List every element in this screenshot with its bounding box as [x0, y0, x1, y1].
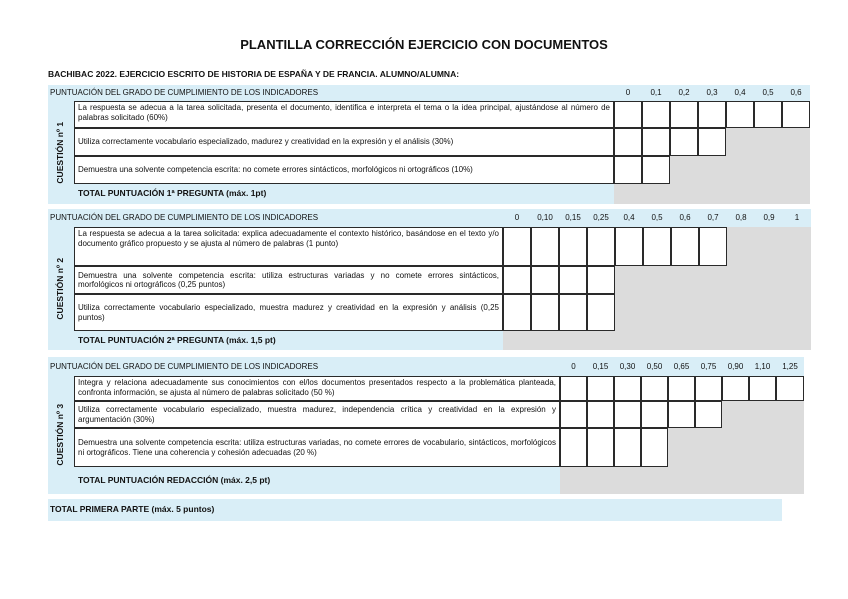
- q3-disabled-area: [668, 428, 804, 467]
- q2-criterion: Demuestra una solvente competencia escrita: utiliza estructuras variadas y no comete errores sintácticos, morfológicos ni ortográficos (0,25 puntos): [74, 266, 503, 294]
- q1-score-box[interactable]: [642, 101, 670, 128]
- q3-total-label: TOTAL PUNTUACIÓN REDACCIÓN (máx. 2,5 pt): [74, 467, 560, 494]
- q2-score-box[interactable]: [643, 227, 671, 266]
- q2-scale-value: 0: [503, 209, 531, 227]
- q1-scale-value: 0: [614, 85, 642, 101]
- q1-disabled-area: [670, 156, 810, 184]
- q2-score-box[interactable]: [503, 266, 531, 294]
- q3-score-box[interactable]: [668, 376, 695, 401]
- q2-score-header: PUNTUACIÓN DEL GRADO DE CUMPLIMIENTO DE LOS INDICADORES: [48, 209, 503, 227]
- q2-score-box[interactable]: [531, 266, 559, 294]
- q1-scale-value: 0,2: [670, 85, 698, 101]
- q2-total-label: TOTAL PUNTUACIÓN 2ª PREGUNTA (máx. 1,5 pt): [74, 331, 503, 350]
- q3-scale-value: 0,65: [668, 357, 695, 376]
- q3-score-box[interactable]: [587, 428, 614, 467]
- q2-scale-value: 0,8: [727, 209, 755, 227]
- q3-score-box[interactable]: [614, 376, 641, 401]
- q3-score-box[interactable]: [641, 401, 668, 428]
- q2-disabled-area: [615, 294, 811, 331]
- q1-total-area: [614, 184, 810, 204]
- q1-scale-value: 0,3: [698, 85, 726, 101]
- q3-score-box[interactable]: [695, 401, 722, 428]
- q3-criterion: Integra y relaciona adecuadamente sus conocimientos con el/los documentos presentados respecto a la problemática planteada, confronta información, se ajusta al número de palabras solicitado (50 %): [74, 376, 560, 401]
- q2-scale-value: 0,6: [671, 209, 699, 227]
- q2-score-box[interactable]: [559, 294, 587, 331]
- q2-criterion: La respuesta se adecua a la tarea solicitada: explica adecuadamente el contexto histórico, basándose en el texto y/o documento gráfico propuesto y se ajusta al número de palabras (1 punto): [74, 227, 503, 266]
- q3-criterion: Utiliza correctamente vocabulario especializado, muestra madurez, independencia crítica y creatividad en la expresión y argumentación (30%): [74, 401, 560, 428]
- q2-score-box[interactable]: [531, 294, 559, 331]
- exam-subtitle: BACHIBAC 2022. EJERCICIO ESCRITO DE HISTORIA DE ESPAÑA Y DE FRANCIA. ALUMNO/ALUMNA:: [48, 69, 460, 79]
- q3-score-header: PUNTUACIÓN DEL GRADO DE CUMPLIMIENTO DE LOS INDICADORES: [48, 357, 560, 376]
- q1-criterion: La respuesta se adecua a la tarea solicitada, presenta el documento, identifica e interpreta el tema o la idea principal, ajustándose al número de palabras solicitado (60%): [74, 101, 614, 128]
- q3-score-box[interactable]: [641, 376, 668, 401]
- grand-total-label: TOTAL PRIMERA PARTE (máx. 5 puntos): [48, 499, 782, 521]
- q1-score-header: PUNTUACIÓN DEL GRADO DE CUMPLIMIENTO DE LOS INDICADORES: [48, 85, 614, 101]
- q3-score-box[interactable]: [614, 428, 641, 467]
- q3-score-box[interactable]: [560, 428, 587, 467]
- q3-score-box[interactable]: [560, 401, 587, 428]
- q1-total-label: TOTAL PUNTUACIÓN 1ª PREGUNTA (máx. 1pt): [74, 184, 614, 204]
- q2-scale-value: 0,10: [531, 209, 559, 227]
- q1-score-box[interactable]: [670, 101, 698, 128]
- q1-label: [48, 101, 74, 204]
- q2-score-box[interactable]: [559, 266, 587, 294]
- page-title: PLANTILLA CORRECCIÓN EJERCICIO CON DOCUMENTOS: [240, 37, 608, 52]
- q1-score-box[interactable]: [642, 128, 670, 156]
- q3-label-text: CUESTIÓN nº 3: [55, 404, 66, 466]
- q2-label: [48, 227, 74, 350]
- q2-score-box[interactable]: [503, 227, 531, 266]
- q3-score-box[interactable]: [722, 376, 749, 401]
- q2-criterion: Utiliza correctamente vocabulario especializado, muestra madurez y creatividad en la expresión y análisis (0,25 puntos): [74, 294, 503, 331]
- q1-score-box[interactable]: [726, 101, 754, 128]
- q1-score-box[interactable]: [614, 128, 642, 156]
- q3-scale-value: 0: [560, 357, 587, 376]
- q1-score-box[interactable]: [614, 156, 642, 184]
- q1-scale-value: 0,1: [642, 85, 670, 101]
- q3-scale-value: 0,90: [722, 357, 749, 376]
- q1-score-box[interactable]: [642, 156, 670, 184]
- q3-label: [48, 376, 74, 494]
- q3-scale-value: 0,50: [641, 357, 668, 376]
- q3-score-box[interactable]: [776, 376, 804, 401]
- q1-score-box[interactable]: [670, 128, 698, 156]
- q2-scale-value: 0,15: [559, 209, 587, 227]
- q3-total-area: [560, 467, 804, 494]
- q3-score-box[interactable]: [668, 401, 695, 428]
- q3-scale-value: 1,25: [776, 357, 804, 376]
- q2-label-text: CUESTIÓN nº 2: [55, 257, 66, 320]
- q3-score-box[interactable]: [614, 401, 641, 428]
- q2-scale-value: 0,25: [587, 209, 615, 227]
- q3-score-box[interactable]: [587, 376, 614, 401]
- q1-score-box[interactable]: [754, 101, 782, 128]
- q2-score-box[interactable]: [671, 227, 699, 266]
- q3-score-box[interactable]: [749, 376, 776, 401]
- q2-scale-value: 1: [783, 209, 811, 227]
- q1-scale-value: 0,4: [726, 85, 754, 101]
- q1-score-box[interactable]: [698, 101, 726, 128]
- q3-disabled-area: [722, 401, 804, 428]
- q1-disabled-area: [726, 128, 810, 156]
- q2-scale-value: 0,7: [699, 209, 727, 227]
- q2-score-box[interactable]: [559, 227, 587, 266]
- q3-scale-value: 1,10: [749, 357, 776, 376]
- q2-total-area: [503, 331, 811, 350]
- q2-disabled-area: [615, 266, 811, 294]
- q3-scale-value: 0,75: [695, 357, 722, 376]
- q2-scale-value: 0,4: [615, 209, 643, 227]
- q1-score-box[interactable]: [614, 101, 642, 128]
- q1-score-box[interactable]: [782, 101, 810, 128]
- q3-score-box[interactable]: [560, 376, 587, 401]
- q2-score-box[interactable]: [587, 266, 615, 294]
- q1-criterion: Utiliza correctamente vocabulario especializado, madurez y creatividad en la expresión y el análisis (30%): [74, 128, 614, 156]
- q1-scale-value: 0,6: [782, 85, 810, 101]
- q2-scale-value: 0,9: [755, 209, 783, 227]
- q1-label-text: CUESTIÓN nº 1: [55, 121, 66, 184]
- q3-scale-value: 0,30: [614, 357, 641, 376]
- q3-criterion: Demuestra una solvente competencia escrita: utiliza estructuras variadas, no comete errores de vocabulario, sintácticos, morfológicos ni ortográficos. Tiene una coherencia y cohesión adecuadas (20 %): [74, 428, 560, 467]
- q3-score-box[interactable]: [587, 401, 614, 428]
- q1-score-box[interactable]: [698, 128, 726, 156]
- q3-score-box[interactable]: [695, 376, 722, 401]
- q2-score-box[interactable]: [587, 294, 615, 331]
- q2-score-box[interactable]: [531, 227, 559, 266]
- q1-scale-value: 0,5: [754, 85, 782, 101]
- q2-score-box[interactable]: [615, 227, 643, 266]
- q2-score-box[interactable]: [587, 227, 615, 266]
- q2-scale-value: 0,5: [643, 209, 671, 227]
- q2-score-box[interactable]: [503, 294, 531, 331]
- q2-score-box[interactable]: [699, 227, 727, 266]
- q3-score-box[interactable]: [641, 428, 668, 467]
- q1-criterion: Demuestra una solvente competencia escrita: no comete errores sintácticos, morfológicos ni ortográficos (10%): [74, 156, 614, 184]
- q2-disabled-area: [727, 227, 811, 266]
- q3-scale-value: 0,15: [587, 357, 614, 376]
